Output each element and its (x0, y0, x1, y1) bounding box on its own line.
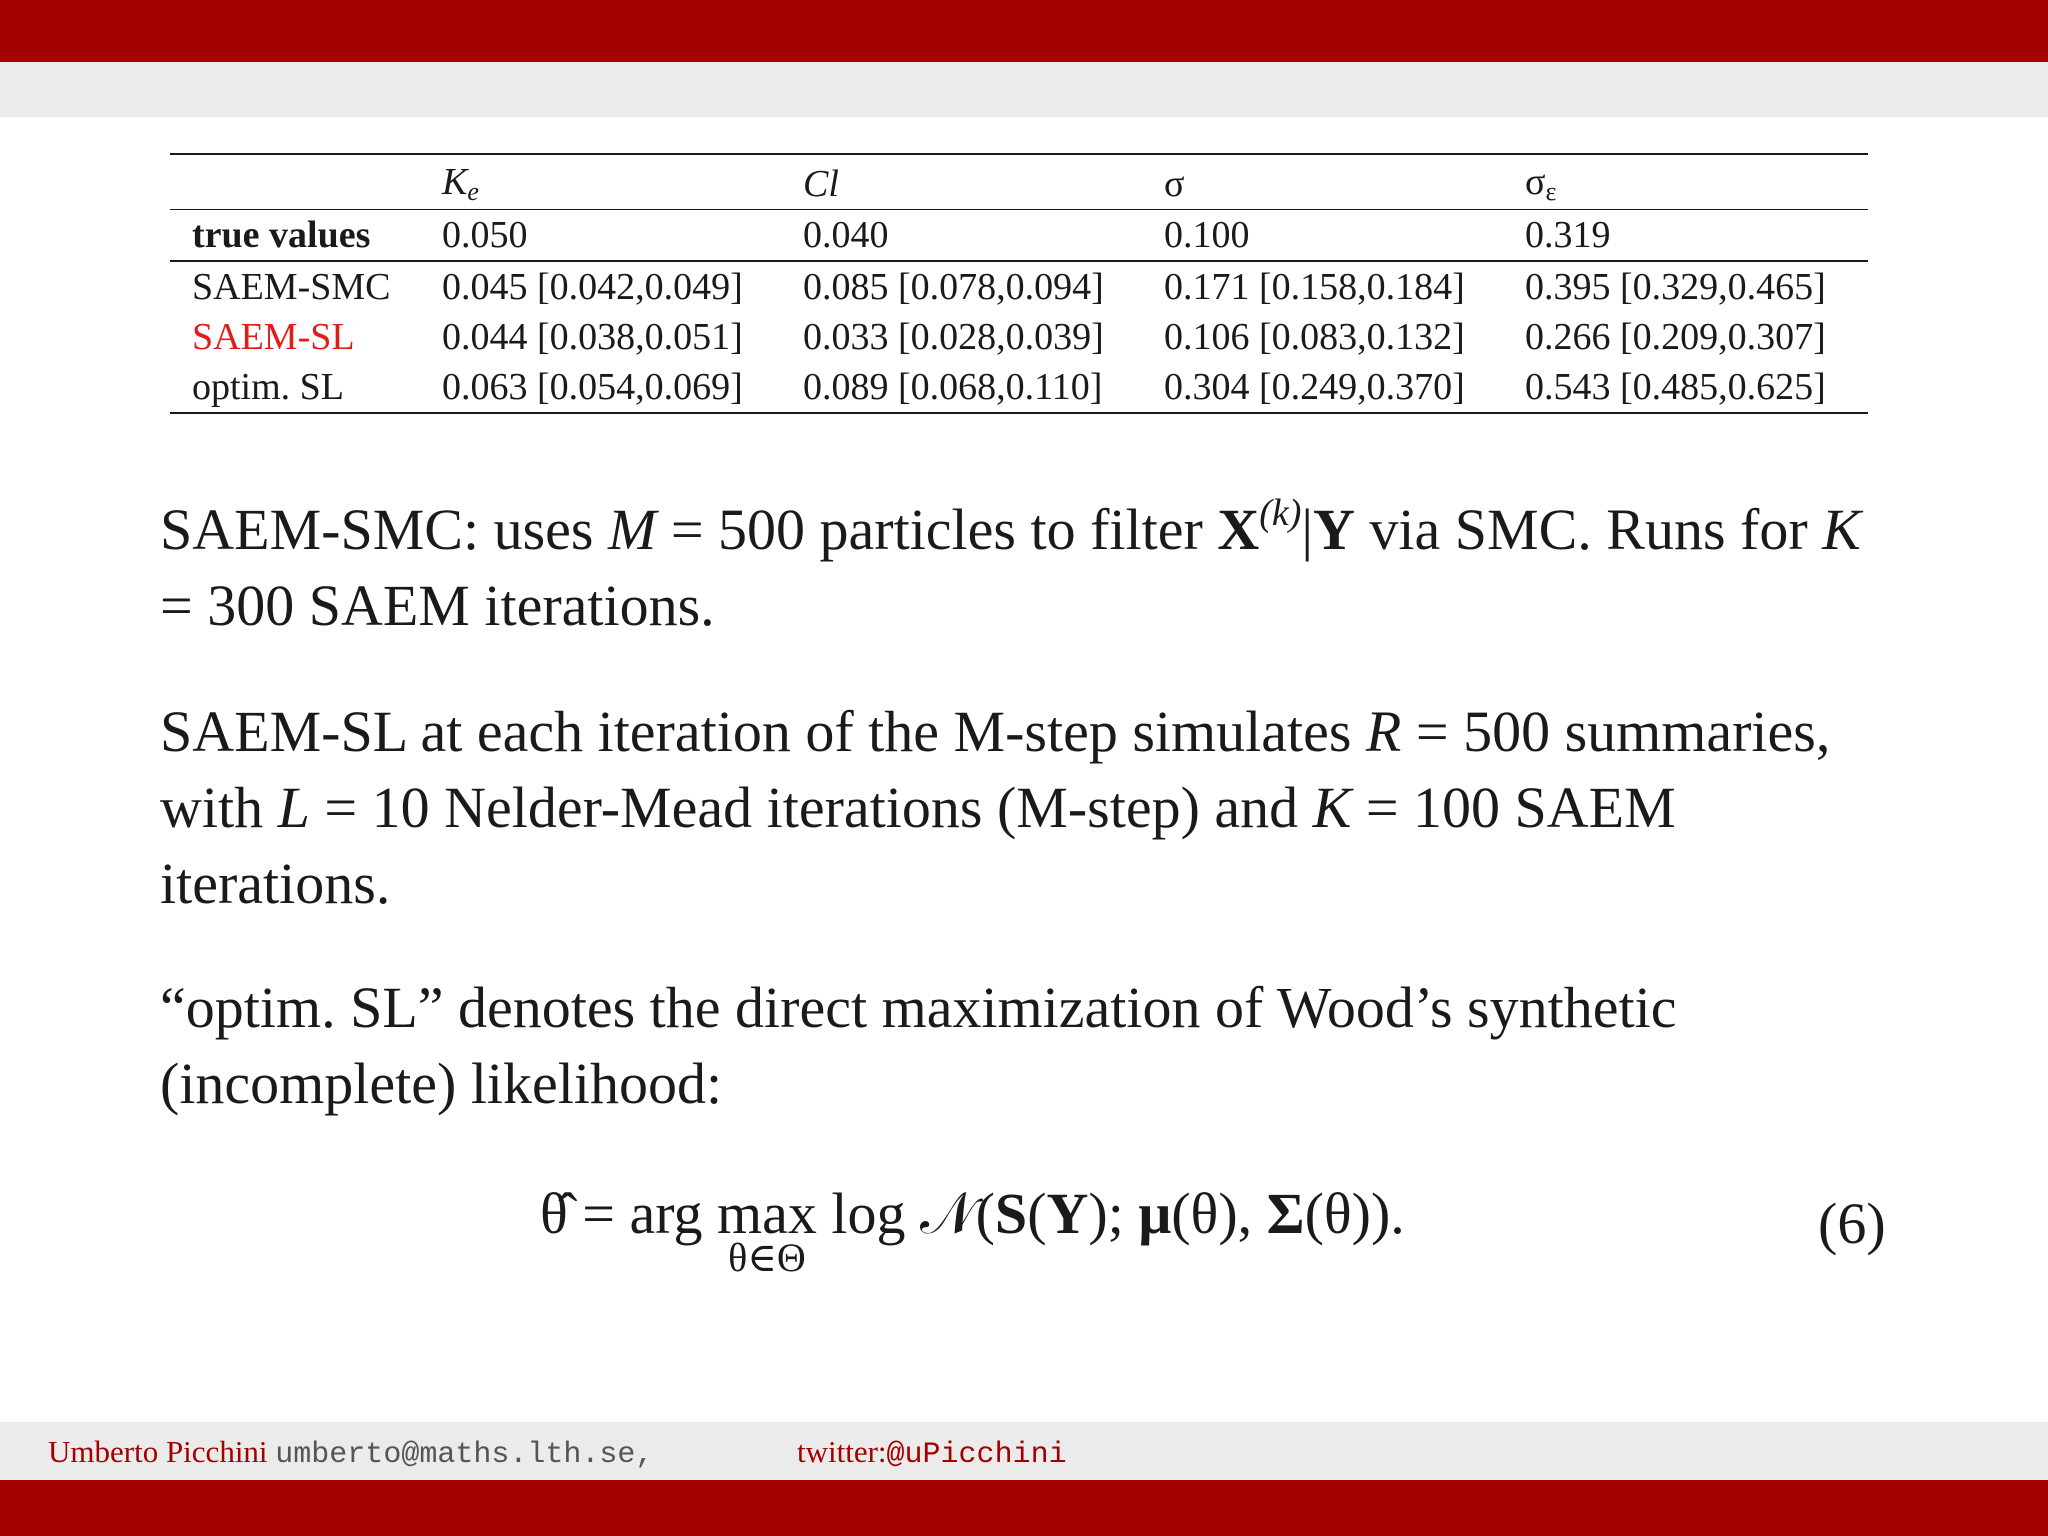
p1-superscript-k: (k) (1259, 492, 1302, 534)
p2-text-4: = 100 SAEM iterations. (160, 775, 1676, 916)
bottom-accent-bar (0, 1480, 2048, 1536)
eq-bold-y: Y (1046, 1181, 1089, 1246)
footer-author (48, 1428, 653, 1476)
table-cell: 0.304 [0.249,0.370] (1164, 362, 1525, 413)
p1-var-m: M (607, 497, 657, 562)
row-label-highlighted: SAEM-SL (192, 316, 355, 358)
table-cell: 0.044 [0.038,0.051] (442, 316, 743, 358)
p1-text-1: SAEM-SMC: uses (160, 497, 608, 562)
p1-text-2: = 500 particles to filter (656, 497, 1218, 562)
p1-var-k: K (1822, 497, 1861, 562)
table-cell: 0.100 (1164, 214, 1250, 256)
eq-part-1: ); (1088, 1181, 1124, 1246)
header-sigma-label: σ (1164, 163, 1185, 205)
equation-6 (540, 1176, 1405, 1286)
header-cl (803, 154, 1164, 210)
table-row (170, 312, 1868, 362)
paragraph-optim-sl (160, 970, 1880, 1122)
header-sigma-eps-base: σ (1525, 161, 1546, 203)
eq-theta-hat: θ̂ (540, 1181, 568, 1246)
eq-part-3: (θ)). (1304, 1181, 1405, 1246)
footer-twitter-handle[interactable]: @uPicchini (886, 1438, 1067, 1472)
p1-bold-y: Y (1313, 497, 1355, 562)
p1-bold-x: X (1217, 497, 1260, 562)
eq-log: log (816, 1181, 921, 1246)
p2-text-2: = 500 summaries, with (160, 699, 1831, 840)
header-ke-sub: e (467, 177, 479, 206)
table-cell: 0.033 [0.028,0.039] (803, 316, 1104, 358)
eq-paren-open: ( (975, 1181, 995, 1246)
table-cell: 0.106 [0.083,0.132] (1164, 316, 1465, 358)
footer-author-name: Umberto Picchini (48, 1434, 276, 1469)
table-header-row (170, 154, 1868, 210)
table-cell: 0.543 [0.485,0.625] (1525, 362, 1868, 413)
eq-paren-y: ( (1027, 1181, 1047, 1246)
row-label: SAEM-SMC (170, 261, 442, 312)
eq-part-2: (θ), (1171, 1181, 1267, 1246)
table-row (170, 210, 1868, 262)
p2-var-r: R (1365, 699, 1402, 764)
header-sigma-eps (1525, 154, 1868, 210)
header-ke (442, 154, 803, 210)
eq-mu: μ (1123, 1181, 1172, 1246)
header-empty-cell (170, 154, 442, 210)
results-table (170, 153, 1868, 414)
paragraph-saem-sl (160, 694, 1880, 922)
table-cell: 0.089 [0.068,0.110] (803, 362, 1164, 413)
table-cell: 0.063 [0.054,0.069] (442, 362, 803, 413)
footer-twitter (797, 1428, 1067, 1476)
eq-normal: 𝒩 (920, 1181, 976, 1246)
p2-text-1: SAEM-SL at each iteration of the M-step simulates (160, 699, 1366, 764)
footer-twitter-label: twitter: (797, 1434, 887, 1469)
paragraph-saem-smc (160, 492, 1880, 644)
eq-sigma: Σ (1266, 1181, 1305, 1246)
p1-bar: | (1301, 497, 1314, 562)
table-cell: 0.171 [0.158,0.184] (1164, 261, 1525, 312)
header-ke-base: K (442, 161, 468, 203)
table-row (170, 362, 1868, 413)
table-cell: 0.050 (442, 214, 528, 256)
top-grey-band (0, 62, 2048, 117)
table-cell: 0.395 [0.329,0.465] (1525, 261, 1868, 312)
table-cell: 0.085 [0.078,0.094] (803, 261, 1164, 312)
p1-text-3: via SMC. Runs for (1354, 497, 1823, 562)
table-cell: 0.045 [0.042,0.049] (442, 261, 803, 312)
p2-var-k: K (1312, 775, 1352, 840)
equation-number: (6) (1818, 1191, 1886, 1256)
header-sigma-eps-sub: ε (1545, 177, 1557, 206)
p1-text-4: = 300 SAEM iterations. (160, 573, 715, 638)
table-cell: 0.266 [0.209,0.307] (1525, 316, 1826, 358)
footer-email[interactable]: umberto@maths.lth.se, (275, 1438, 654, 1472)
table-cell: 0.319 (1525, 214, 1611, 256)
p3-text: “optim. SL” denotes the direct maximization of Wood’s synthetic (incomplete) likelihood: (160, 975, 1677, 1116)
p2-var-l: L (277, 775, 310, 840)
eq-equals: = (567, 1181, 630, 1246)
row-label: true values (192, 214, 371, 256)
table-row (170, 261, 1868, 312)
header-cl-label: Cl (803, 163, 839, 205)
eq-argmax (717, 1176, 817, 1280)
eq-arg: arg (629, 1181, 718, 1246)
row-label: optim. SL (170, 362, 442, 413)
eq-max-subscript: θ∈Θ (728, 1235, 806, 1280)
eq-bold-s: S (994, 1181, 1028, 1246)
table-cell: 0.040 (803, 214, 889, 256)
p2-text-3: = 10 Nelder-Mead iterations (M-step) and (309, 775, 1313, 840)
header-sigma (1164, 154, 1525, 210)
top-accent-bar (0, 0, 2048, 62)
eq-max: max (717, 1181, 817, 1246)
